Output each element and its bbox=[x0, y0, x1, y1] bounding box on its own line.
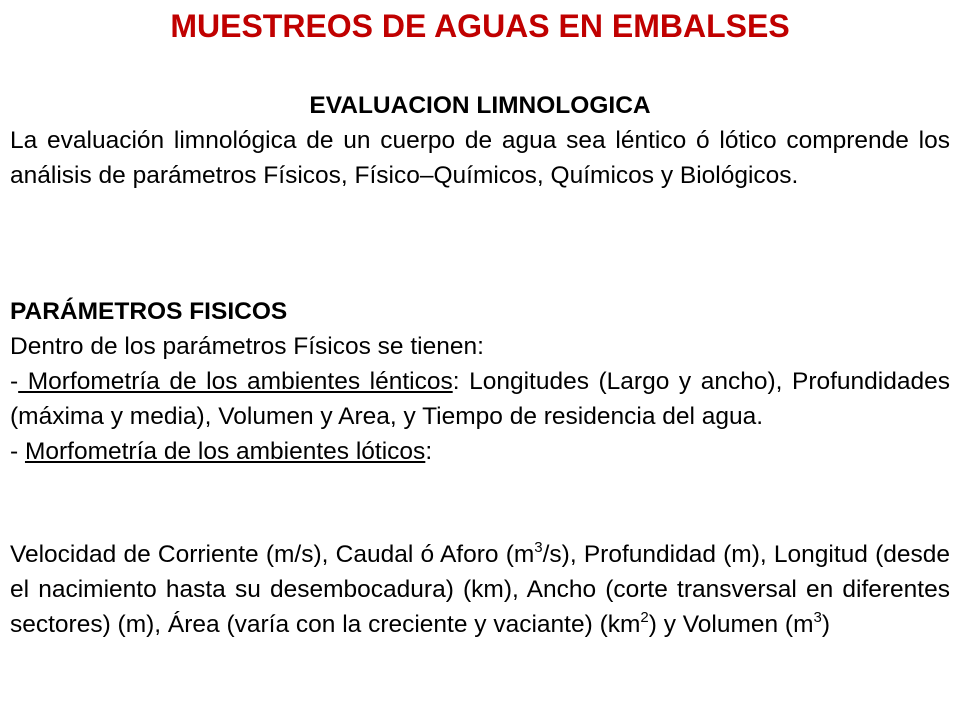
lentic-morphometry-label: Morfometría de los ambientes lénticos bbox=[18, 368, 453, 395]
physical-parameters-section bbox=[10, 294, 950, 469]
lentic-morphometry-text: : Longitudes (Largo y ancho), Profundidades (máxima y media), Volumen y Area, y Tiempo de residencia del agua. bbox=[10, 368, 950, 430]
lotic-morphometry-item bbox=[10, 434, 950, 469]
lentic-morphometry-item bbox=[10, 364, 950, 434]
evaluation-paragraph: La evaluación limnológica de un cuerpo de agua sea léntico ó lótico comprende los análisis de parámetros Físicos, Físico–Químicos, Químicos y Biológicos. bbox=[10, 127, 950, 189]
page-title: MUESTREOS DE AGUAS EN EMBALSES bbox=[170, 8, 790, 44]
superscript-3: 3 bbox=[534, 539, 543, 556]
superscript-3: 3 bbox=[813, 609, 822, 626]
lotic-text-4: ) bbox=[821, 611, 830, 638]
lotic-parameters-paragraph bbox=[10, 537, 950, 642]
physical-parameters-intro: Dentro de los parámetros Físicos se tienen: bbox=[10, 333, 484, 360]
lotic-morphometry-colon: : bbox=[425, 438, 433, 465]
lotic-morphometry-label: Morfometría de los ambientes lóticos bbox=[24, 438, 426, 465]
physical-parameters-heading: PARÁMETROS FISICOS bbox=[10, 298, 288, 325]
lotic-text-1: Velocidad de Corriente (m/s), Caudal ó Aforo (m bbox=[10, 541, 535, 568]
lotic-text-2: /s), Profundidad (m), Longitud (desde el nacimiento hasta su desembocadura) (km), Ancho (corte transversal en diferentes sectores) (m), Área (varía con la creciente y vaciante) (km bbox=[10, 541, 950, 638]
evaluation-section bbox=[10, 88, 950, 193]
lotic-text-3: ) y Volumen (m bbox=[648, 611, 814, 638]
evaluation-heading: EVALUACION LIMNOLOGICA bbox=[309, 92, 651, 119]
list-dash: - bbox=[10, 368, 19, 395]
superscript-2: 2 bbox=[640, 609, 649, 626]
list-dash: - bbox=[10, 438, 25, 465]
